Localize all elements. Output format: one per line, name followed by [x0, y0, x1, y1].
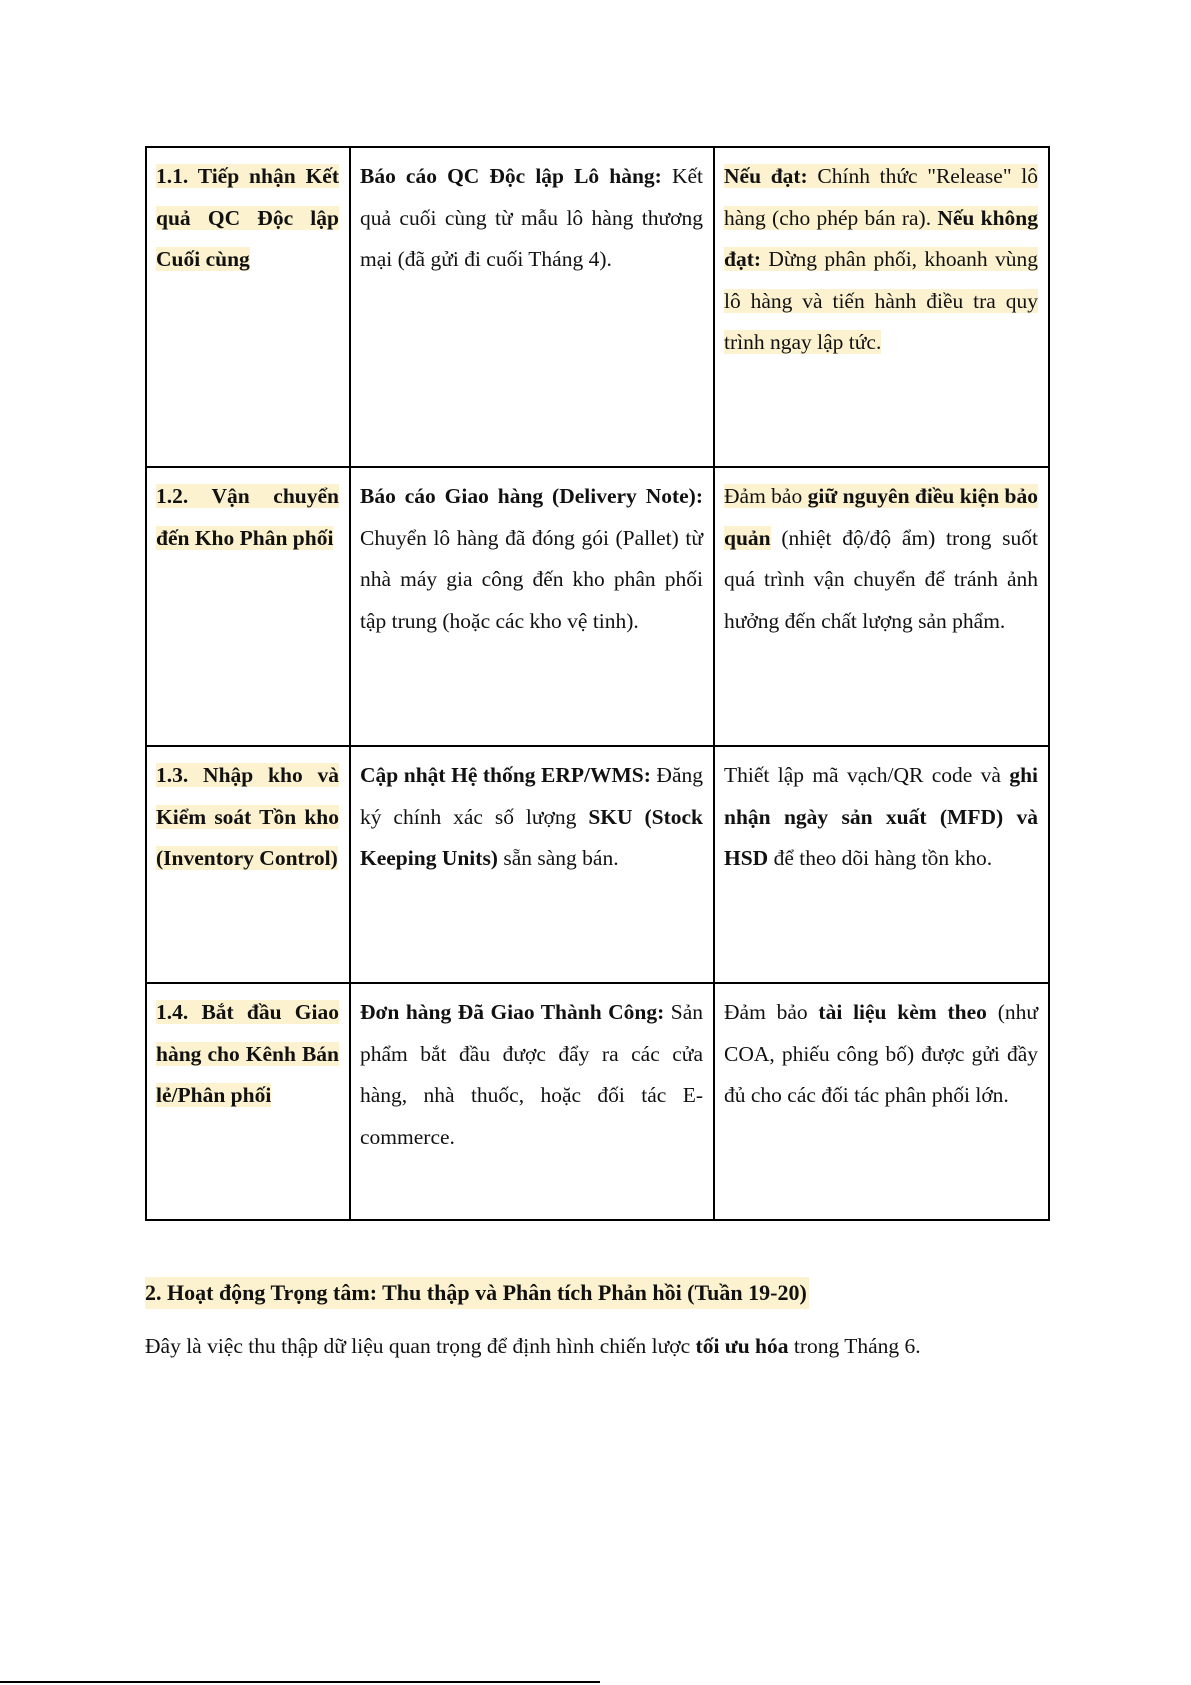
document-cell — [350, 147, 714, 467]
section-heading: 2. Hoạt động Trọng tâm: Thu thập và Phân tích Phản hồi (Tuần 19-20) — [145, 1277, 809, 1309]
note-cell — [714, 746, 1049, 983]
note-plain: (nhiệt độ/độ ẩm) trong suốt quá trình vận chuyển để tránh ảnh hưởng đến chất lượng sản phẩm. — [724, 525, 1038, 633]
section-paragraph — [145, 1330, 921, 1362]
step-cell — [146, 147, 350, 467]
note-bold: giữ nguyên điều kiện bảo quản — [724, 484, 1038, 550]
step-title: 1.1. Tiếp nhận Kết quả QC Độc lập Cuối cùng — [156, 164, 339, 271]
paragraph-bold: tối ưu hóa — [695, 1334, 789, 1358]
note-cell — [714, 147, 1049, 467]
document-title: Cập nhật Hệ thống ERP/WMS: — [360, 763, 651, 787]
note-plain: Đảm bảo — [724, 1000, 819, 1024]
note-plain: Thiết lập mã vạch/QR code và — [724, 763, 1010, 787]
note-plain: để theo dõi hàng tồn kho. — [768, 846, 993, 870]
document-text: sẵn sàng bán. — [497, 846, 619, 870]
note-cell — [714, 983, 1049, 1220]
document-bold: SKU (Stock Keeping Units) — [360, 804, 704, 870]
table-row — [146, 467, 1049, 746]
paragraph-text: Đây là việc thu thập dữ liệu quan trọng để định hình chiến lược — [145, 1334, 696, 1358]
paragraph-text: trong Tháng 6. — [788, 1334, 921, 1358]
table-row — [146, 746, 1049, 983]
note-bold: Nếu đạt: — [724, 164, 808, 188]
note-cell — [714, 467, 1049, 746]
note-bold: ghi nhận ngày sản xuất (MFD) và HSD — [724, 763, 1038, 870]
note-plain: Đảm bảo — [724, 484, 808, 508]
note-text — [724, 164, 1038, 354]
step-cell — [146, 983, 350, 1220]
step-cell — [146, 746, 350, 983]
document-text: Kết quả cuối cùng từ mẫu lô hàng thương mại (đã gửi đi cuối Tháng 4). — [360, 164, 703, 271]
step-cell — [146, 467, 350, 746]
document-text: Đăng ký chính xác số lượng — [360, 763, 703, 829]
note-bold: Nếu không đạt: — [724, 205, 1038, 271]
note-plain: (như COA, phiếu công bố) được gửi đầy đủ cho các đối tác phân phối lớn. — [724, 1000, 1038, 1107]
step-title: 1.3. Nhập kho và Kiểm soát Tồn kho (Inventory Control) — [156, 763, 339, 870]
table-row — [146, 147, 1049, 467]
document-cell — [350, 746, 714, 983]
step-title: 1.4. Bắt đầu Giao hàng cho Kênh Bán lẻ/Phân phối — [156, 1000, 339, 1107]
note-bold: tài liệu kèm theo — [818, 1000, 987, 1024]
document-text: Sản phẩm bắt đầu được đẩy ra các cửa hàng, nhà thuốc, hoặc đối tác E-commerce. — [360, 1000, 704, 1149]
step-title: 1.2. Vận chuyển đến Kho Phân phối — [156, 484, 339, 550]
note-plain: Chính thức "Release" lô hàng (cho phép bán ra). — [724, 164, 1038, 230]
document-title: Báo cáo Giao hàng (Delivery Note): — [360, 484, 703, 508]
document-cell — [350, 983, 714, 1220]
table-row — [146, 983, 1049, 1220]
document-title: Báo cáo QC Độc lập Lô hàng: — [360, 164, 662, 188]
note-plain: Dừng phân phối, khoanh vùng lô hàng và tiến hành điều tra quy trình ngay lập tức. — [724, 247, 1038, 354]
document-text: Chuyển lô hàng đã đóng gói (Pallet) từ nhà máy gia công đến kho phân phối tập trung (hoặc các kho vệ tinh). — [360, 525, 703, 633]
document-cell — [350, 467, 714, 746]
page-bottom-rule — [0, 1681, 600, 1683]
plan-table — [145, 146, 1050, 1221]
document-title: Đơn hàng Đã Giao Thành Công: — [360, 1000, 665, 1024]
